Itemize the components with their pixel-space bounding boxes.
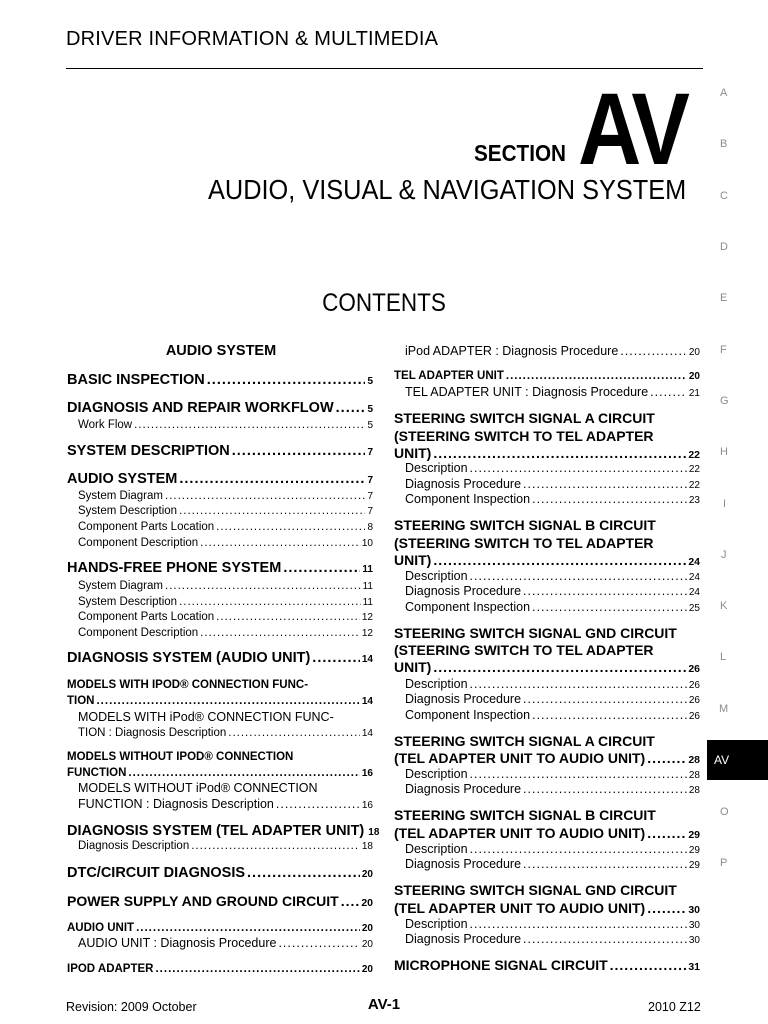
toc-entry-line: STEERING SWITCH SIGNAL GND CIRCUIT <box>394 882 677 898</box>
sidebar-letter[interactable]: J <box>721 549 727 561</box>
sidebar-letter[interactable]: F <box>720 344 727 356</box>
sidebar-letter[interactable]: G <box>720 395 729 407</box>
sidebar-letter[interactable]: A <box>720 87 728 99</box>
toc-subentry[interactable]: Diagnosis Procedure ..... 30 <box>405 933 700 947</box>
toc-subentry[interactable]: System Description ..... 11 <box>78 596 373 609</box>
toc-subentry[interactable]: Diagnosis Procedure ..... 26 <box>405 693 700 707</box>
toc-subentry[interactable]: Component Inspection ..... 23 <box>405 493 700 507</box>
sidebar-letter[interactable]: H <box>720 446 728 458</box>
toc-subentry[interactable]: Description ..... 30 <box>405 918 700 932</box>
toc-entry-line: (STEERING SWITCH TO TEL ADAPTER <box>394 535 654 551</box>
toc-entry-line: (STEERING SWITCH TO TEL ADAPTER <box>394 428 654 444</box>
toc-subentry-line: MODELS WITHOUT iPod® CONNECTION <box>78 781 318 795</box>
section-label: SECTION <box>474 140 567 166</box>
footer-model: 2010 Z12 <box>648 1000 701 1014</box>
toc-subentry[interactable]: Description ..... 24 <box>405 570 700 584</box>
contents-title: CONTENTS <box>322 289 446 317</box>
toc-entry[interactable]: DTC/CIRCUIT DIAGNOSIS ..... 20 <box>67 866 373 882</box>
toc-entry[interactable]: TION ..... 14 <box>67 695 373 708</box>
toc-entry[interactable]: TEL ADAPTER UNIT ..... 20 <box>394 370 700 383</box>
toc-subentry[interactable]: Component Inspection ..... 25 <box>405 601 700 615</box>
toc-subentry-line: MODELS WITH iPod® CONNECTION FUNC- <box>78 710 334 724</box>
toc-subentry[interactable]: Component Description ..... 10 <box>78 537 373 550</box>
toc-group-heading: AUDIO SYSTEM <box>165 343 277 359</box>
toc-entry[interactable]: DIAGNOSIS SYSTEM (AUDIO UNIT) ..... 14 <box>67 651 373 667</box>
footer-page-number: AV-1 <box>367 996 401 1013</box>
sidebar-tab-active-label: AV <box>714 753 730 767</box>
toc-subentry[interactable]: System Diagram ..... 7 <box>78 490 373 503</box>
toc-entry[interactable]: AUDIO UNIT ..... 20 <box>67 922 373 935</box>
toc-entry-line: STEERING SWITCH SIGNAL B CIRCUIT <box>394 517 656 533</box>
header-rule <box>66 68 703 69</box>
section-code: AV <box>578 72 687 186</box>
toc-entry-line: (STEERING SWITCH TO TEL ADAPTER <box>394 642 654 658</box>
sidebar-letter[interactable]: L <box>720 651 727 663</box>
toc-entry[interactable]: IPOD ADAPTER ..... 20 <box>67 963 373 976</box>
toc-subentry[interactable]: Description ..... 22 <box>405 462 700 476</box>
toc-entry[interactable]: POWER SUPPLY AND GROUND CIRCUIT ..... 20 <box>67 894 373 910</box>
toc-entry[interactable]: BASIC INSPECTION ..... 5 <box>67 373 373 389</box>
toc-entry[interactable]: DIAGNOSIS SYSTEM (TEL ADAPTER UNIT) 18 <box>67 823 380 839</box>
toc-entry[interactable]: HANDS-FREE PHONE SYSTEM ..... 11 <box>67 561 373 577</box>
sidebar-letter[interactable]: I <box>723 498 727 510</box>
toc-entry[interactable]: DIAGNOSIS AND REPAIR WORKFLOW ..... 5 <box>67 401 373 417</box>
toc-subentry[interactable]: AUDIO UNIT : Diagnosis Procedure ..... 20 <box>78 937 373 951</box>
toc-entry[interactable]: UNIT) ..... 22 <box>394 446 700 462</box>
section-title: AUDIO, VISUAL & NAVIGATION SYSTEM <box>208 174 687 205</box>
toc-subentry[interactable]: Diagnosis Procedure ..... 22 <box>405 478 700 492</box>
toc-entry[interactable]: (TEL ADAPTER UNIT TO AUDIO UNIT) ..... 29 <box>394 826 700 842</box>
toc-subentry[interactable]: Work Flow ..... 5 <box>78 419 373 432</box>
sidebar-letter[interactable]: B <box>720 138 728 150</box>
toc-subentry[interactable]: iPod ADAPTER : Diagnosis Procedure ..... 20 <box>405 345 700 359</box>
toc-entry[interactable]: AUDIO SYSTEM ..... 7 <box>67 472 373 488</box>
toc-entry[interactable]: FUNCTION ..... 16 <box>67 767 373 780</box>
toc-subentry[interactable]: TEL ADAPTER UNIT : Diagnosis Procedure ..... 21 <box>405 386 700 400</box>
sidebar-letter[interactable]: O <box>720 806 729 818</box>
running-header: DRIVER INFORMATION & MULTIMEDIA <box>66 28 439 50</box>
toc-entry[interactable]: SYSTEM DESCRIPTION ..... 7 <box>67 444 373 460</box>
toc-subentry[interactable]: Description ..... 29 <box>405 843 700 857</box>
toc-subentry[interactable]: Component Description ..... 12 <box>78 627 373 640</box>
toc-entry-line: MODELS WITHOUT IPOD® CONNECTION <box>67 751 294 763</box>
footer-revision: Revision: 2009 October <box>66 1000 197 1014</box>
toc-entry[interactable]: UNIT) ..... 26 <box>394 660 700 676</box>
toc-subentry[interactable]: System Description ..... 7 <box>78 505 373 518</box>
toc-entry[interactable]: (TEL ADAPTER UNIT TO AUDIO UNIT) ..... 28 <box>394 751 700 767</box>
sidebar-letter[interactable]: D <box>720 241 728 253</box>
toc-subentry[interactable]: Diagnosis Description ..... 18 <box>78 840 373 853</box>
sidebar-letter[interactable]: K <box>720 600 728 612</box>
toc-subentry[interactable]: FUNCTION : Diagnosis Description ..... 16 <box>78 798 373 812</box>
toc-subentry[interactable]: Component Parts Location ..... 12 <box>78 611 373 624</box>
sidebar-tab-active[interactable] <box>707 740 768 780</box>
toc-entry-line: STEERING SWITCH SIGNAL A CIRCUIT <box>394 410 655 426</box>
toc-subentry[interactable]: TION : Diagnosis Description ..... 14 <box>78 727 373 740</box>
toc-subentry[interactable]: Description ..... 26 <box>405 678 700 692</box>
toc-entry-line: STEERING SWITCH SIGNAL B CIRCUIT <box>394 807 656 823</box>
toc-subentry[interactable]: Description ..... 28 <box>405 768 700 782</box>
toc-subentry[interactable]: Diagnosis Procedure ..... 28 <box>405 783 700 797</box>
toc-subentry[interactable]: Diagnosis Procedure ..... 24 <box>405 585 700 599</box>
sidebar-letter[interactable]: M <box>719 703 729 715</box>
toc-subentry[interactable]: System Diagram ..... 11 <box>78 580 373 593</box>
toc-entry-line: MODELS WITH IPOD® CONNECTION FUNC- <box>67 679 309 691</box>
toc-subentry[interactable]: Diagnosis Procedure ..... 29 <box>405 858 700 872</box>
toc-subentry[interactable]: Component Inspection ..... 26 <box>405 709 700 723</box>
toc-entry[interactable]: (TEL ADAPTER UNIT TO AUDIO UNIT) ..... 30 <box>394 901 700 917</box>
toc-entry-line: STEERING SWITCH SIGNAL GND CIRCUIT <box>394 625 677 641</box>
toc-entry[interactable]: MICROPHONE SIGNAL CIRCUIT ..... 31 <box>394 958 700 974</box>
toc-entry[interactable]: UNIT) ..... 24 <box>394 553 700 569</box>
sidebar-letter[interactable]: P <box>720 857 728 869</box>
sidebar-letter[interactable]: E <box>720 292 728 304</box>
sidebar-letter[interactable]: C <box>720 190 728 202</box>
toc-subentry[interactable]: Component Parts Location ..... 8 <box>78 521 373 534</box>
toc-entry-line: STEERING SWITCH SIGNAL A CIRCUIT <box>394 733 655 749</box>
